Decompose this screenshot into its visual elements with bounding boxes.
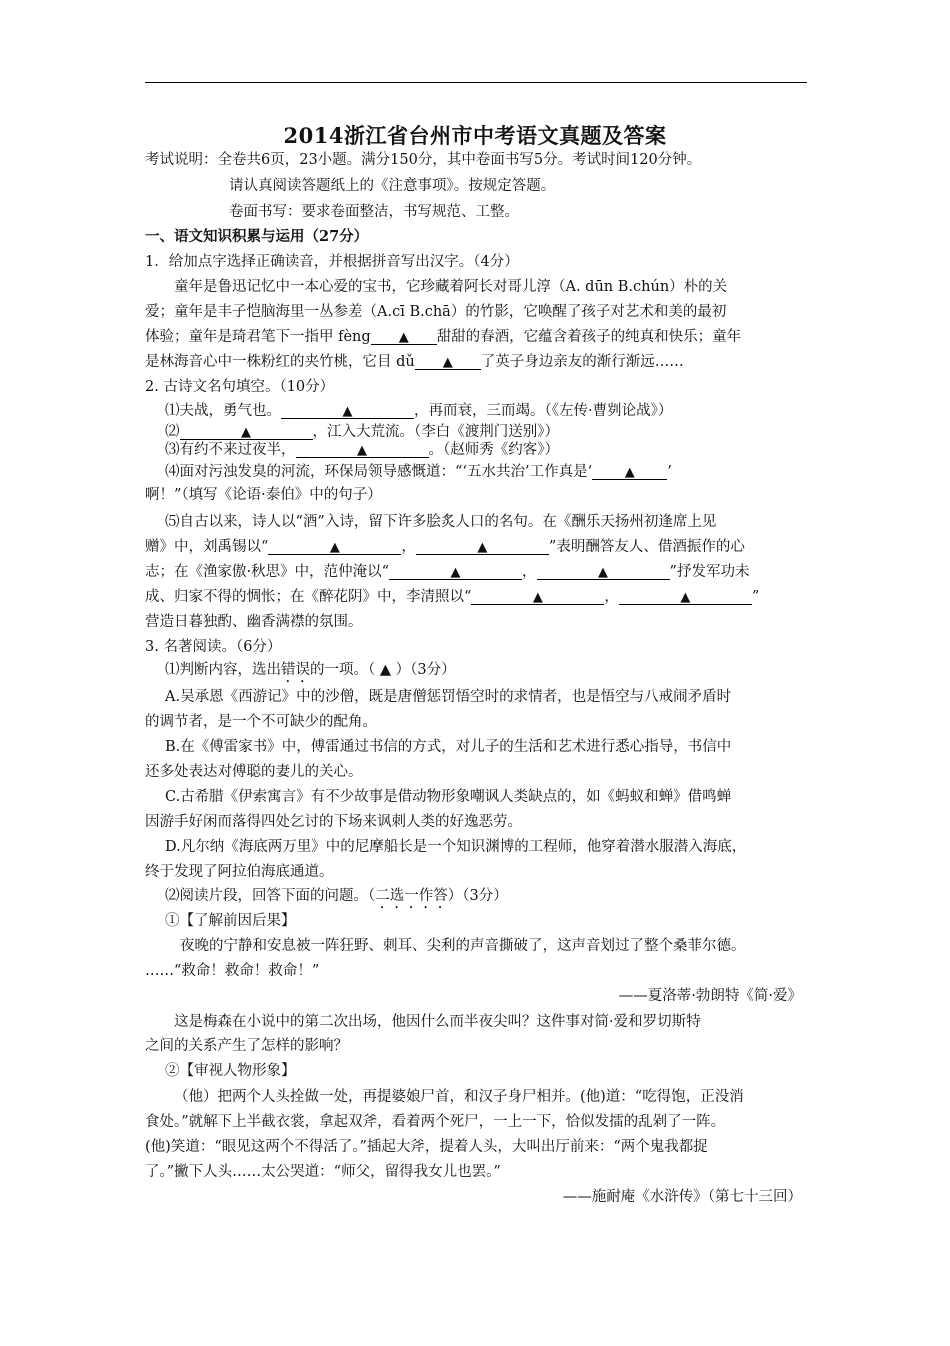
answer-blank[interactable]: ▲	[389, 562, 522, 580]
excerpt-line: 夜晚的宁静和安息被一阵狂野、刺耳、尖利的声音撕破了，这声音划过了整个桑菲尔德。	[180, 938, 746, 954]
q2-item-5-line: 成、归家不得的惆怅；在《醉花阴》中，李清照以“ ▲ ， ▲ ”	[145, 589, 760, 605]
option-b-cont: 还多处表达对傅聪的妻儿的关心。	[145, 764, 363, 780]
choice-1-heading: ①【了解前因后果】	[165, 913, 296, 929]
q1-text-line: 爱；童年是丰子恺脑海里一丛参差（A.cī B.chā）的竹影，它唤醒了孩子对艺术和美的最初	[145, 304, 727, 320]
q2-item-4-cont: 啊！”（填写《论语·泰伯》中的句子）	[145, 487, 382, 503]
choice-2-heading: ②【审视人物形象】	[165, 1063, 296, 1079]
excerpt-line: (他)笑道：“眼见这两个不得活了。”插起大斧，提着人头，大叫出厅前来：“两个鬼我都捉	[145, 1139, 708, 1155]
q1-text-line: 体验；童年是琦君笔下一指甲 fèng ▲ 甜甜的春酒，它蕴含着孩子的纯真和快乐；童年	[145, 329, 742, 345]
q2-item-5-line: 营造日暮独酌、幽香满襟的氛围。	[145, 614, 363, 630]
answer-blank[interactable]: ▲	[296, 440, 429, 458]
answer-blank[interactable]: ▲	[371, 327, 437, 345]
section-heading: 一、语文知识积累与运用（27分）	[145, 228, 369, 245]
q2-item-5-line: 赠》中，刘禹锡以“ ▲ ， ▲ ”表明酬答友人、借酒振作的心	[145, 539, 745, 555]
excerpt-line: （他）把两个人头拴做一处，再提婆娘尸首，和汉子身尸相并。(他)道：“吃得饱，正没消	[174, 1089, 744, 1105]
q2-item-5-line: 志；在《渔家傲·秋思》中，范仲淹以“ ▲ ， ▲ ”抒发军功未	[145, 564, 750, 580]
option-d-cont: 终于发现了阿拉伯海底通道。	[145, 864, 334, 880]
q3-part-1: ⑴判断内容，选出错误的一项。（ ▲ ）（3分）	[165, 662, 456, 678]
choice-1-question-cont: 之间的关系产生了怎样的影响？	[145, 1038, 348, 1054]
exam-instructions: 考试说明：全卷共6页，23小题。满分150分，其中卷面书写5分。考试时间120分钟。	[145, 152, 702, 168]
excerpt-line: 食处。”就解下上半截衣裳，拿起双斧，看着两个死尸，一上一下，恰似发擂的乱剁了一阵。	[145, 1114, 726, 1130]
q2-item-4: ⑷面对污浊发臭的河流，环保局领导感慨道：“‘五水共治’工作真是‘ ▲ ’	[165, 464, 672, 480]
option-d: D.凡尔纳《海底两万里》中的尼摩船长是一个知识渊博的工程师，他穿着潜水服潜入海底，	[165, 839, 747, 855]
answer-blank[interactable]: ▲	[592, 462, 667, 480]
q2-item-2: ⑵ ▲ ，江入大荒流。（李白《渡荆门送别》）	[165, 424, 559, 440]
answer-blank[interactable]: ▲	[180, 422, 313, 440]
question-2-heading: 2. 古诗文名句填空。（10分）	[145, 379, 335, 395]
answer-blank[interactable]: ▲	[537, 562, 670, 580]
excerpt-source: ——施耐庵《水浒传》（第七十三回）	[562, 1189, 802, 1205]
option-b: B.在《傅雷家书》中，傅雷通过书信的方式，对儿子的生活和艺术进行悉心指导，书信中	[165, 739, 732, 755]
q1-text-line: 童年是鲁迅记忆中一本心爱的宝书，它珍藏着阿长对哥儿淳（A. dūn B.chún）朴的关	[174, 279, 728, 295]
choice-1-question: 这是梅森在小说中的第二次出场，他因什么而半夜尖叫？这件事对简·爱和罗切斯特	[174, 1014, 701, 1030]
answer-blank[interactable]: ▲	[281, 401, 414, 419]
exam-instructions-3: 卷面书写：要求卷面整洁，书写规范、工整。	[229, 204, 519, 220]
answer-blank[interactable]: ▲	[619, 587, 752, 605]
option-c: C.古希腊《伊索寓言》有不少故事是借动物形象嘲讽人类缺点的，如《蚂蚁和蝉》借鸣蝉	[165, 789, 732, 805]
answer-blank[interactable]: ▲	[416, 537, 549, 555]
question-1-heading: 1．给加点字选择正确读音，并根据拼音写出汉字。（4分）	[145, 254, 519, 270]
exam-instructions-2: 请认真阅读答题纸上的《注意事项》。按规定答题。	[229, 178, 556, 194]
answer-blank[interactable]: ▲	[268, 537, 401, 555]
question-3-heading: 3. 名著阅读。（6分）	[145, 639, 282, 655]
answer-blank[interactable]: ▲	[415, 352, 481, 370]
excerpt-source: ——夏洛蒂·勃朗特《简·爱》	[618, 988, 802, 1004]
option-a-cont: 的调节者，是一个不可缺少的配角。	[145, 714, 377, 730]
option-c-cont: 因游手好闲而落得四处乞讨的下场来讽刺人类的好逸恶劳。	[145, 814, 522, 830]
q3-part-2: ⑵阅读片段，回答下面的问题。（二选一作答）（3分）	[165, 888, 508, 904]
answer-blank[interactable]: ▲	[471, 587, 604, 605]
page-title: 2014浙江省台州市中考语文真题及答案	[283, 123, 667, 148]
excerpt-line: 了。”撇下人头……太公哭道：“师父，留得我女儿也罢。”	[145, 1164, 501, 1180]
q2-item-5: ⑸自古以来，诗人以“酒”入诗，留下许多脍炙人口的名句。在《酬乐天扬州初逢席上见	[165, 514, 717, 530]
q2-item-3: ⑶有约不来过夜半， ▲ 。（赵师秀《约客》）	[165, 442, 559, 458]
header-rule	[145, 82, 807, 83]
option-a: A.吴承恩《西游记》中的沙僧，既是唐僧惩罚悟空时的求情者，也是悟空与八戒闹矛盾时	[165, 689, 732, 705]
q1-text-line: 是林海音心中一株粉红的夹竹桃，它目 dǔ ▲ 了英子身边亲友的渐行渐远……	[145, 354, 684, 370]
q2-item-1: ⑴夫战，勇气也。 ▲ ，再而衰，三而竭。（《左传·曹刿论战》）	[165, 403, 673, 419]
excerpt-line: ……“救命！救命！救命！”	[145, 963, 320, 979]
